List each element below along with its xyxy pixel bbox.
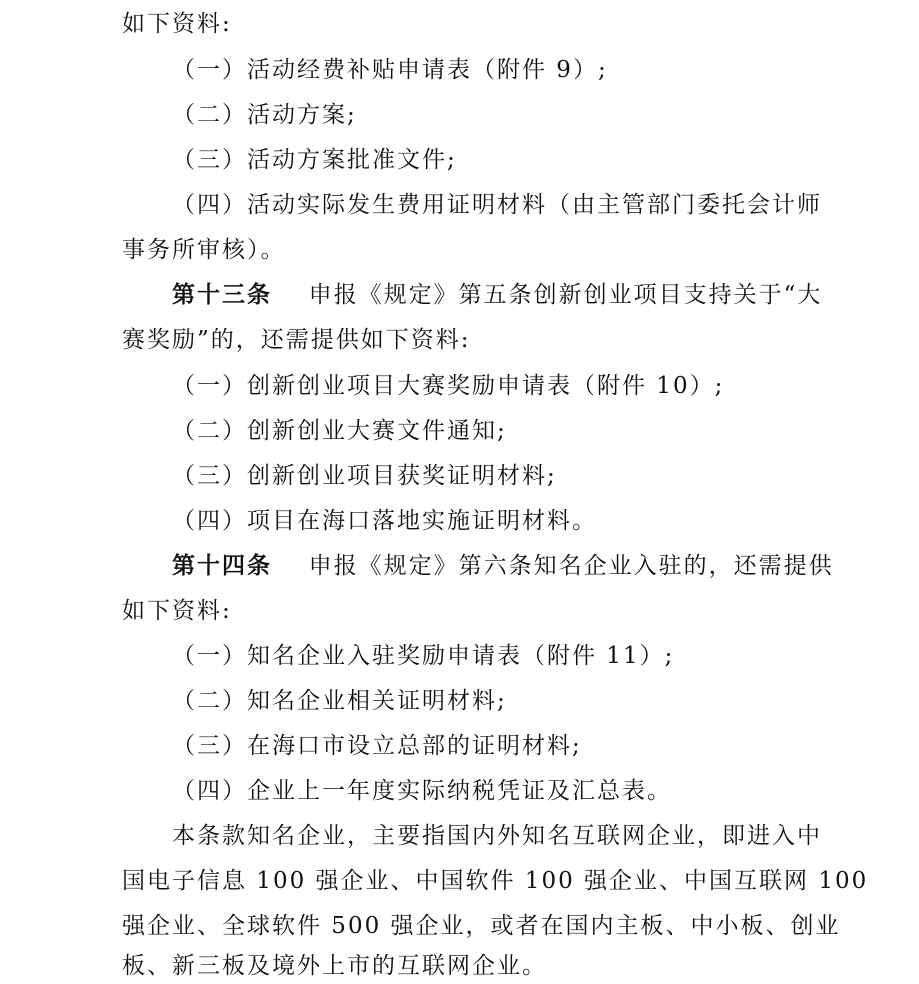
- paragraph-line: [122, 863, 868, 899]
- list-item: [172, 683, 507, 719]
- line-text: 申报《规定》第五条创新创业项目支持关于“大: [308, 282, 823, 308]
- line-text: （四）项目在海口落地实施证明材料。: [172, 508, 597, 534]
- line-text: （二）创新创业大赛文件通知;: [172, 418, 507, 444]
- line-text: （一）知名企业入驻奖励申请表（附件 11）;: [172, 643, 675, 669]
- line-text: 国电子信息 100 强企业、中国软件 100 强企业、中国互联网 100: [122, 868, 869, 894]
- article-heading: 第十三条: [172, 282, 272, 308]
- line-text: （四）活动实际发生费用证明材料（由主管部门委托会计师: [172, 192, 822, 218]
- list-item: [172, 638, 674, 674]
- list-item: [172, 52, 608, 88]
- article-heading: 第十四条: [172, 553, 272, 579]
- list-item: [172, 368, 724, 404]
- paragraph-line: [122, 948, 547, 984]
- line-text: （一）活动经费补贴申请表（附件 9）;: [172, 57, 608, 83]
- line-text: （三）活动方案批准文件;: [172, 147, 457, 173]
- line-text: （三）在海口市设立总部的证明材料;: [172, 733, 582, 759]
- list-item: [172, 97, 357, 133]
- line-text: 如下资料:: [122, 11, 232, 37]
- text-line: [122, 593, 232, 629]
- text-line: [122, 6, 232, 42]
- line-text: 如下资料:: [122, 598, 232, 624]
- list-item: [172, 142, 457, 178]
- list-item: [172, 187, 822, 223]
- list-item: [172, 773, 672, 809]
- line-text: （二）知名企业相关证明材料;: [172, 688, 507, 714]
- line-text: 赛奖励”的，还需提供如下资料:: [122, 327, 471, 353]
- line-text: （一）创新创业项目大赛奖励申请表（附件 10）;: [172, 373, 725, 399]
- text-line: [122, 322, 471, 358]
- text-line: [122, 232, 286, 268]
- list-item: [172, 503, 597, 539]
- line-text: 强企业、全球软件 500 强企业，或者在国内主板、中小板、创业: [122, 913, 841, 939]
- list-item: [172, 458, 557, 494]
- line-text: 本条款知名企业，主要指国内外知名互联网企业，即进入中: [172, 823, 822, 849]
- list-item: [172, 413, 507, 449]
- paragraph-line: [122, 908, 841, 944]
- line-text: 事务所审核）。: [122, 237, 286, 263]
- paragraph-line: [172, 818, 822, 854]
- line-text: 申报《规定》第六条知名企业入驻的，还需提供: [308, 553, 834, 579]
- line-text: 板、新三板及境外上市的互联网企业。: [122, 953, 547, 979]
- list-item: [172, 728, 582, 764]
- line-text: （二）活动方案;: [172, 102, 357, 128]
- article-13-line: [172, 277, 822, 313]
- line-text: （四）企业上一年度实际纳税凭证及汇总表。: [172, 778, 672, 804]
- line-text: （三）创新创业项目获奖证明材料;: [172, 463, 557, 489]
- article-14-line: [172, 548, 834, 584]
